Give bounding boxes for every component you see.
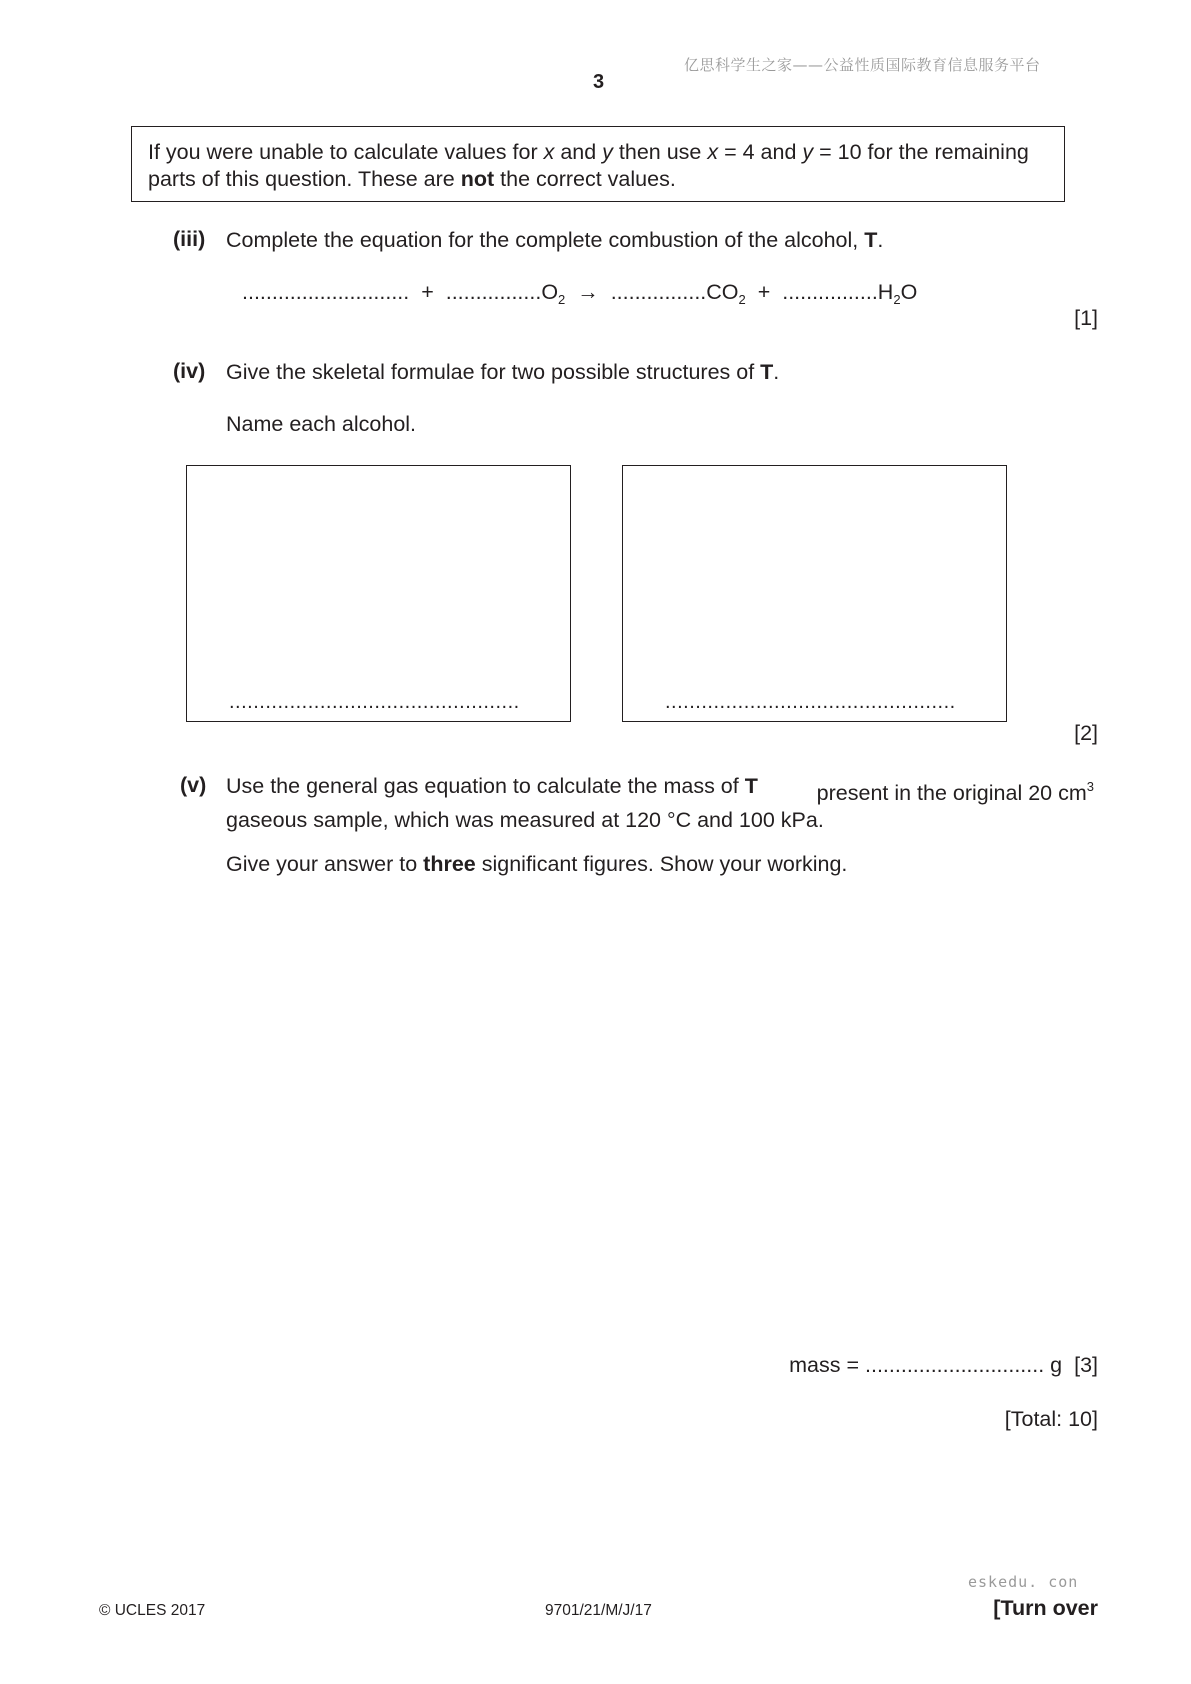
question-text: Use the general gas equation to calculate the mass of bbox=[226, 774, 745, 798]
notice-text: and bbox=[554, 140, 603, 164]
name-answer-line[interactable]: ................................................ bbox=[229, 691, 520, 713]
notice-text: = 4 and bbox=[718, 140, 803, 164]
watermark-bottom: eskedu. con bbox=[968, 1573, 1079, 1591]
answer-blank[interactable]: ................ bbox=[782, 280, 878, 304]
plus-sign: + bbox=[421, 280, 434, 304]
question-instruction: Name each alcohol. bbox=[226, 412, 417, 436]
question-text-v bbox=[226, 773, 1094, 834]
plus-sign: + bbox=[757, 280, 771, 304]
subscript: 2 bbox=[558, 292, 566, 307]
answer-label: mass = bbox=[789, 1353, 865, 1377]
question-label-v: (v) bbox=[180, 773, 207, 797]
oxygen-formula: O bbox=[541, 280, 559, 304]
notice-emphasis: not bbox=[460, 167, 495, 191]
footer-copyright: © UCLES 2017 bbox=[99, 1602, 206, 1619]
question-text-iv bbox=[226, 359, 779, 386]
combustion-equation bbox=[242, 280, 917, 307]
page-number: 3 bbox=[592, 71, 605, 93]
question-text: Give your answer to bbox=[226, 852, 424, 876]
mark-allocation: [1] bbox=[1074, 306, 1098, 330]
question-text bbox=[811, 773, 1094, 807]
subscript: 2 bbox=[893, 292, 901, 307]
notice-box bbox=[131, 126, 1065, 202]
watermark-text: 亿思科学生之家——公益性质国际教育信息服务平台 bbox=[684, 56, 1041, 74]
notice-text: the correct values. bbox=[494, 167, 676, 191]
mark-allocation: [3] bbox=[1074, 1353, 1098, 1377]
question-text-iii bbox=[226, 227, 883, 254]
water-formula: H bbox=[877, 280, 894, 304]
compound-label: T bbox=[864, 228, 878, 252]
answer-box-structure-1[interactable] bbox=[186, 465, 571, 722]
notice-text: = 10 for the remaining parts of this question. These are bbox=[148, 140, 1029, 191]
carbon-dioxide-formula: CO bbox=[706, 280, 739, 304]
question-label-iv: (iv) bbox=[173, 359, 206, 383]
notice-text: then use bbox=[612, 140, 708, 164]
compound-label: T bbox=[744, 774, 758, 798]
notice-text: If you were unable to calculate values for bbox=[148, 140, 544, 164]
name-answer-line[interactable]: ................................................ bbox=[665, 691, 956, 713]
question-text: . bbox=[877, 228, 884, 252]
answer-blank[interactable]: ................ bbox=[445, 280, 542, 304]
answer-blank[interactable]: ............................ bbox=[242, 280, 410, 304]
question-text bbox=[226, 773, 758, 807]
answer-box-structure-2[interactable] bbox=[622, 465, 1007, 722]
water-formula: O bbox=[900, 280, 918, 304]
subscript: 2 bbox=[738, 292, 746, 307]
answer-unit: g bbox=[1044, 1353, 1063, 1377]
answer-blank[interactable]: .............................. bbox=[865, 1353, 1045, 1377]
superscript: 3 bbox=[1086, 779, 1094, 794]
question-text: significant figures. Show your working. bbox=[475, 852, 848, 876]
notice-var-y: y bbox=[802, 140, 814, 164]
question-label-iii: (iii) bbox=[173, 227, 206, 251]
question-text: Complete the equation for the complete combustion of the alcohol, bbox=[226, 228, 865, 252]
question-text: present in the original 20 cm bbox=[810, 781, 1087, 805]
answer-blank[interactable]: ................ bbox=[610, 280, 707, 304]
question-text: gaseous sample, which was measured at 120 °C and 100 kPa. bbox=[226, 808, 824, 832]
question-text: Give the skeletal formulae for two possible structures of bbox=[226, 360, 761, 384]
footer-paper-code: 9701/21/M/J/17 bbox=[545, 1602, 652, 1619]
emphasis: three bbox=[423, 852, 476, 876]
reaction-arrow: → bbox=[577, 280, 599, 304]
question-instruction bbox=[226, 851, 847, 878]
notice-var-x: x bbox=[543, 140, 555, 164]
question-text: . bbox=[773, 360, 780, 384]
total-marks: [Total: 10] bbox=[1004, 1407, 1098, 1431]
compound-label: T bbox=[760, 360, 774, 384]
question-line bbox=[226, 773, 1094, 807]
turn-over-label: [Turn over bbox=[993, 1596, 1098, 1620]
mass-answer-line bbox=[789, 1352, 1098, 1379]
mark-allocation: [2] bbox=[1074, 721, 1098, 745]
notice-var-y: y bbox=[602, 140, 613, 164]
notice-var-x: x bbox=[707, 140, 719, 164]
